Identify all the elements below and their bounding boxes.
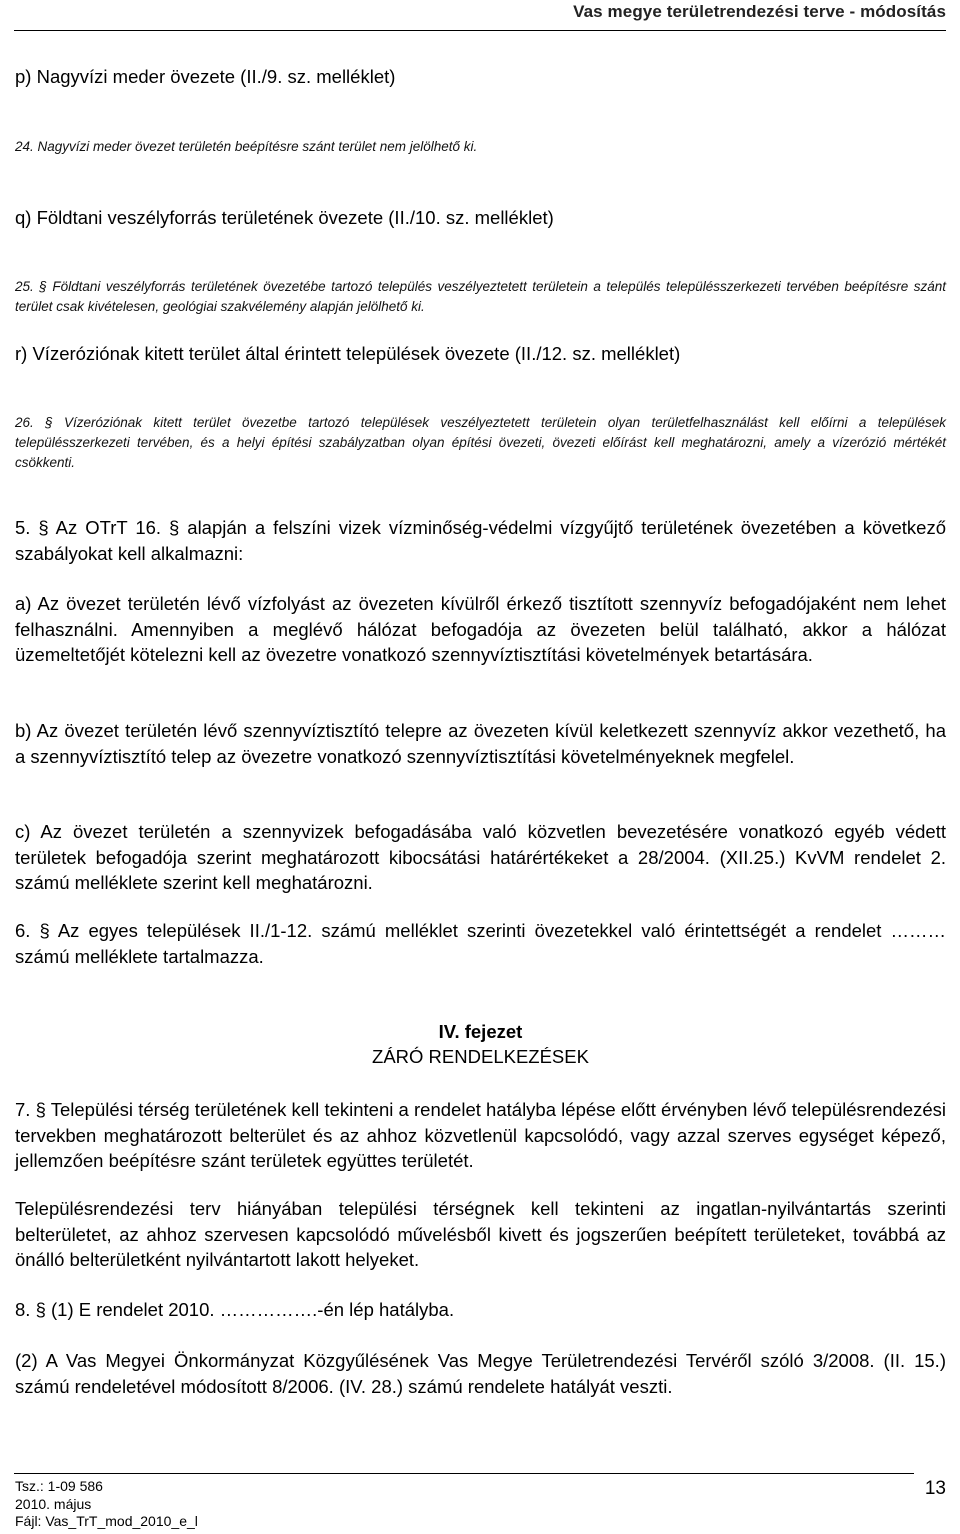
section-24: 24. Nagyvízi meder övezet területén beépítésre szánt terület nem jelölhető ki. [15,139,478,154]
paragraph-5a: a) Az övezet területén lévő vízfolyást az övezeten kívülről érkező tisztított szennyvíz befogadójaként nem lehet felhasználni. Amennyiben a meglévő hálózat befogadója az övezeten belül található, akkor a hálózat üzemeltetőjét kötelezni kell az övezetre vonatkozó szennyvíztisztítási követelmények betartására. [15,593,946,665]
footer-info [15,1478,198,1531]
footer-filename: Fájl: Vas_TrT_mod_2010_e_l [15,1513,198,1529]
chapter-number: IV. fejezet [438,1021,523,1042]
paragraph-8-1: 8. § (1) E rendelet 2010. …………….-én lép hatályba. [15,1299,455,1320]
paragraph-6: 6. § Az egyes települések II./1-12. számú melléklet szerinti övezetekkel való érintettségét a rendelet ……… számú melléklete tartalmazza. [15,920,946,967]
footer-project-number: Tsz.: 1-09 586 [15,1478,103,1494]
paragraph-7b: Településrendezési terv hiányában települési térségnek kell tekinteni az ingatlan-nyilvántartás szerinti belterületet, az ahhoz szervesen kapcsolódó művelésből kivett és jogszerűen beépített területeket, továbbá az önálló belterületként nyilvántartott lakott helyeket. [15,1198,946,1270]
paragraph-5c: c) Az övezet területén a szennyvizek befogadásába való közvetlen bevezetésére vonatkozó egyéb védett területek befogadója szerint meghatározott kibocsátási határértékeket a 28/2004. (XII.25.) KvVM rendelet 2. számú melléklete szerint kell meghatározni. [15,821,946,893]
section-q-title: q) Földtani veszélyforrás területének övezete (II./10. sz. melléklet) [15,207,554,228]
paragraph-7: 7. § Települési térség területének kell tekinteni a rendelet hatályba lépése előtt érvényben lévő településrendezési tervekben meghatározott belterület és az ahhoz közvetlenül kapcsolódó, vagy azzal szerves egységet képező, jellemzően beépítésre szánt területek együttes területét. [15,1099,946,1171]
footer-divider [14,1473,914,1474]
section-r-title: r) Vízeróziónak kitett terület által érintett települések övezete (II./12. sz. melléklet) [15,343,681,364]
footer-date: 2010. május [15,1495,92,1512]
page-number: 13 [924,1478,946,1499]
header-divider [14,30,946,31]
running-header: Vas megye területrendezési terve - módosítás [573,2,946,21]
section-25: 25. § Földtani veszélyforrás területének övezetébe tartozó település veszélyeztetett területein a település településszerkezeti tervében beépítésre szánt terület csak kivételesen, geológiai szakvélemény alapján jelölhető ki. [15,279,946,314]
chapter-title: ZÁRÓ RENDELKEZÉSEK [372,1046,589,1067]
section-26: 26. § Vízeróziónak kitett terület övezetbe tartozó települések veszélyeztetett területein olyan területfelhasználást kell előírni a települések településszerkezeti tervében, és a helyi építési szabályzatban olyan építési övezeti, övezeti előírást kell meghatározni, amely a vízerózió mértékét csökkenti. [15,415,946,470]
paragraph-5: 5. § Az OTrT 16. § alapján a felszíni vizek vízminőség-védelmi vízgyűjtő területének övezetében a következő szabályokat kell alkalmazni: [15,517,946,564]
paragraph-5b: b) Az övezet területén lévő szennyvíztisztító telepre az övezeten kívül keletkezett szennyvíz akkor vezethető, ha a szennyvíztisztító telep az övezetre vonatkozó szennyvíztisztítási követelményeknek megfelel. [15,720,946,767]
section-p-title: p) Nagyvízi meder övezete (II./9. sz. melléklet) [15,66,396,87]
paragraph-8-2: (2) A Vas Megyei Önkormányzat Közgyűlésének Vas Megye Területrendezési Tervéről szóló 3/2008. (II. 15.) számú rendeletével módosított 8/2006. (IV. 28.) számú rendelete hatályát veszti. [15,1350,946,1397]
